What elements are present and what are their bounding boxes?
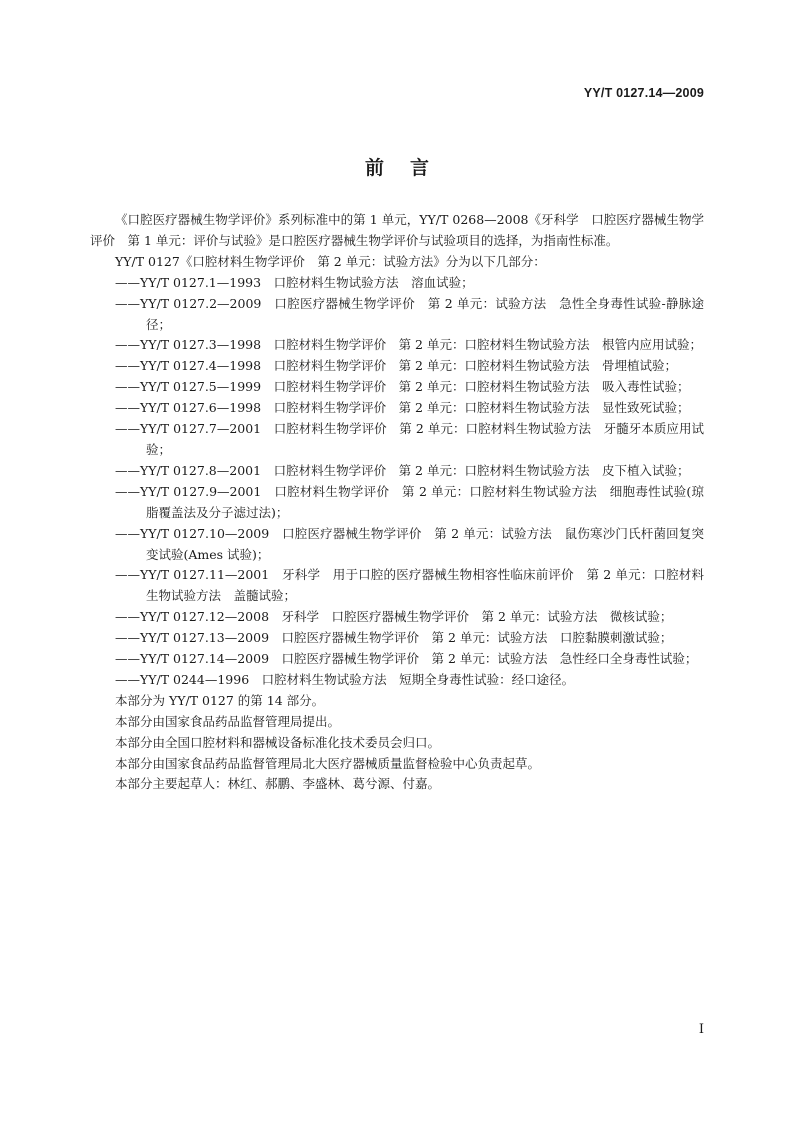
list-item: ——YY/T 0244—1996 口腔材料生物试验方法 短期全身毒性试验：经口途径。 [115,671,575,687]
closing-paragraph: 本部分主要起草人：林红、郝鹏、李盛林、葛兮源、付嘉。 [115,776,441,792]
list-item: ——YY/T 0127.2—2009 口腔医疗器械生物学评价 第 2 单元：试验方法 急性全身毒性试验-静脉途径； [115,295,704,332]
closing-paragraph: 本部分由国家食品药品监督管理局提出。 [115,713,341,729]
list-item: ——YY/T 0127.5—1999 口腔材料生物学评价 第 2 单元：口腔材料生物试验方法 吸入毒性试验； [115,379,690,395]
list-item: ——YY/T 0127.7—2001 口腔材料生物学评价 第 2 单元：口腔材料生物试验方法 牙髓牙本质应用试验； [115,421,704,457]
list-item: ——YY/T 0127.11—2001 牙科学 用于口腔的医疗器械生物相容性临床前评价 第 2 单元：口腔材料生物试验方法 盖髓试验； [115,567,704,604]
list-item: ——YY/T 0127.1—1993 口腔材料生物试验方法 溶血试验； [115,274,474,290]
list-item: ——YY/T 0127.4—1998 口腔材料生物学评价 第 2 单元：口腔材料生物试验方法 骨埋植试验； [115,358,677,374]
list-item: ——YY/T 0127.13—2009 口腔医疗器械生物学评价 第 2 单元：试验方法 口腔黏膜刺激试验； [115,630,673,646]
foreword-body [90,210,704,795]
list-item: ——YY/T 0127.12—2008 牙科学 口腔医疗器械生物学评价 第 2 单元：试验方法 微核试验； [115,609,673,625]
parts-list [90,273,704,691]
list-item: ——YY/T 0127.14—2009 口腔医疗器械生物学评价 第 2 单元：试验方法 急性经口全身毒性试验； [115,651,698,667]
page-number: I [698,1022,704,1037]
list-item: ——YY/T 0127.9—2001 口腔材料生物学评价 第 2 单元：口腔材料生物试验方法 细胞毒性试验(琼脂覆盖法及分子滤过法)； [115,483,704,520]
list-item: ——YY/T 0127.3—1998 口腔材料生物学评价 第 2 单元：口腔材料生物试验方法 根管内应用试验； [115,337,702,353]
list-item: ——YY/T 0127.8—2001 口腔材料生物学评价 第 2 单元：口腔材料生物试验方法 皮下植入试验； [115,462,690,478]
standard-number: YY/T 0127.14—2009 [583,86,704,100]
intro-paragraph: YY/T 0127《口腔材料生物学评价 第 2 单元：试验方法》分为以下几部分： [115,253,546,269]
closing-paragraph: 本部分由国家食品药品监督管理局北大医疗器械质量监督检验中心负责起草。 [115,755,541,771]
list-item: ——YY/T 0127.10—2009 口腔医疗器械生物学评价 第 2 单元：试验方法 鼠伤寒沙门氏杆菌回复突变试验(Ames 试验)； [115,525,704,562]
page-title: 前言 [364,157,455,179]
intro-paragraph: 《口腔医疗器械生物学评价》系列标准中的第 1 单元，YY/T 0268—2008《牙科学 口腔医疗器械生物学评价 第 1 单元：评价与试验》是口腔医疗器械生物学评价与试验项目的选择，为指南性标准。 [90,212,704,248]
closing-paragraph: 本部分为 YY/T 0127 的第 14 部分。 [115,692,325,708]
closing-paragraph: 本部分由全国口腔材料和器械设备标准化技术委员会归口。 [115,734,441,750]
list-item: ——YY/T 0127.6—1998 口腔材料生物学评价 第 2 单元：口腔材料生物试验方法 显性致死试验； [115,400,690,416]
